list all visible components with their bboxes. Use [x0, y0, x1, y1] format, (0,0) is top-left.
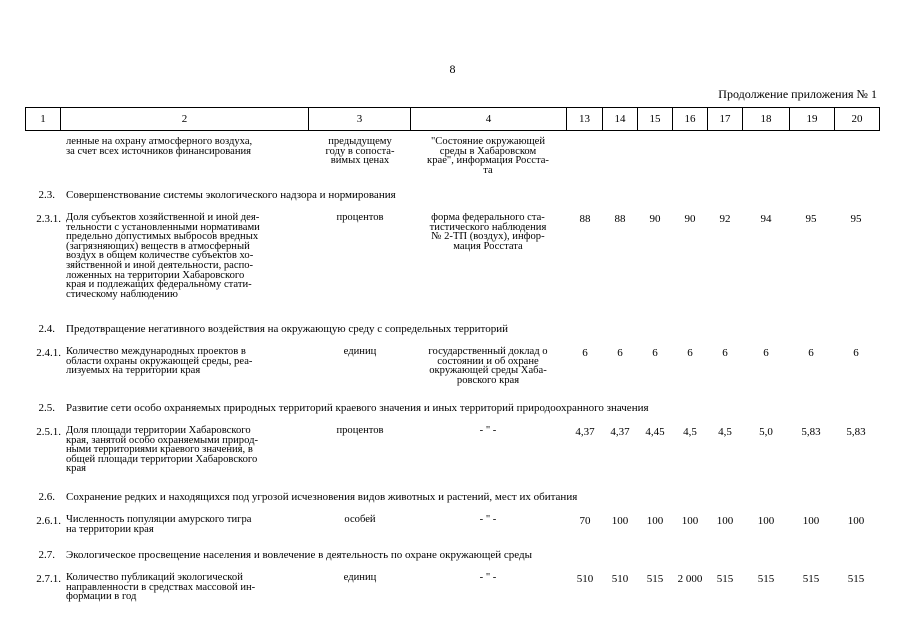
value-19: 95	[805, 213, 817, 225]
row-indicator: Доля субъектов хозяйственной и иной дея- тельности с установленными нормативами предельно допустимых выбросов вредных (загрязняющих) веществ в атмосферный воздух в общем количестве субъектов хо- зяйственной и иной деятельности, распо- ложенных на территории Хабаровского края и подлежащих федеральному стати- стическому наблюдению	[66, 212, 260, 300]
column-header: 17	[708, 108, 743, 131]
row-code: 2.5.1.	[36, 426, 61, 438]
value-15: 90	[649, 213, 661, 225]
value-18: 515	[757, 573, 775, 585]
column-header: 15	[638, 108, 673, 131]
value-15: 4,45	[645, 426, 665, 438]
value-14: 100	[611, 515, 629, 527]
value-14: 6	[617, 347, 623, 359]
column-header: 2	[61, 108, 309, 131]
value-19: 100	[802, 515, 820, 527]
section-code: 2.5.	[38, 402, 55, 414]
section-title: Предотвращение негативного воздействия на окружающую среду с сопредельных территорий	[66, 323, 508, 335]
value-17: 6	[722, 347, 728, 359]
column-header: 4	[411, 108, 567, 131]
row-unit: особей	[344, 514, 376, 525]
section-code: 2.3.	[38, 189, 55, 201]
row-code: 2.6.1.	[36, 515, 61, 527]
value-16: 90	[684, 213, 696, 225]
column-header: 3	[309, 108, 411, 131]
value-15: 6	[652, 347, 658, 359]
value-18: 100	[757, 515, 775, 527]
column-header: 20	[835, 108, 880, 131]
row-source: - " -	[479, 425, 497, 436]
value-17: 100	[716, 515, 734, 527]
value-16: 4,5	[683, 426, 697, 438]
section-code: 2.6.	[38, 491, 55, 503]
column-header: 13	[567, 108, 603, 131]
value-14: 510	[611, 573, 629, 585]
row-indicator: Доля площади территории Хабаровского края, занятой особо охраняемыми природ- ными территориями краевого значения, в общей площади территории Хабаровского края	[66, 425, 259, 475]
top-row-unit: предыдущему году в сопоста- вимых ценах	[325, 136, 395, 167]
value-19: 5,83	[801, 426, 821, 438]
value-17: 92	[719, 213, 731, 225]
page-number: 8	[449, 62, 456, 76]
value-20: 515	[847, 573, 865, 585]
row-unit: единиц	[343, 572, 377, 583]
value-13: 88	[579, 213, 591, 225]
column-header: 18	[743, 108, 790, 131]
row-source: - " -	[479, 514, 497, 525]
continuation-label: Продолжение приложения № 1	[718, 87, 877, 101]
value-14: 4,37	[610, 426, 630, 438]
section-title: Сохранение редких и находящихся под угрозой исчезновения видов животных и растений, мест их обитания	[66, 491, 578, 503]
value-17: 4,5	[718, 426, 732, 438]
value-16: 100	[681, 515, 699, 527]
top-row-indicator: ленные на охрану атмосферного воздуха, за счет всех источников финансирования	[66, 136, 253, 157]
value-15: 100	[646, 515, 664, 527]
row-unit: процентов	[336, 212, 384, 223]
row-unit: процентов	[336, 425, 384, 436]
row-code: 2.3.1.	[36, 213, 61, 225]
value-13: 4,37	[575, 426, 595, 438]
column-header: 1	[26, 108, 61, 131]
row-indicator: Численность популяции амурского тигра на территории края	[66, 514, 252, 535]
column-header: 19	[790, 108, 835, 131]
section-title: Развитие сети особо охраняемых природных территорий краевого значения и иных территорий природоохранного значения	[66, 402, 649, 414]
value-19: 515	[802, 573, 820, 585]
column-header-table	[25, 107, 880, 131]
row-indicator: Количество международных проектов в области охраны окружающей среды, реа- лизуемых на территории края	[66, 346, 253, 377]
row-unit: единиц	[343, 346, 377, 357]
value-18: 6	[763, 347, 769, 359]
value-20: 100	[847, 515, 865, 527]
value-20: 6	[853, 347, 859, 359]
section-title: Совершенствование системы экологического надзора и нормирования	[66, 189, 396, 201]
value-13: 510	[576, 573, 594, 585]
value-20: 95	[850, 213, 862, 225]
value-17: 515	[716, 573, 734, 585]
row-indicator: Количество публикаций экологической направленности в средствах массовой ин- формации в год	[66, 572, 256, 603]
column-header: 16	[673, 108, 708, 131]
column-header: 14	[603, 108, 638, 131]
value-15: 515	[646, 573, 664, 585]
value-14: 88	[614, 213, 626, 225]
value-18: 94	[760, 213, 772, 225]
row-code: 2.4.1.	[36, 347, 61, 359]
value-20: 5,83	[846, 426, 866, 438]
row-source: форма федерального ста- тистического наблюдения № 2-ТП (воздух), инфор- мация Росстата	[429, 212, 547, 252]
value-13: 70	[579, 515, 591, 527]
row-source: государственный доклад о состоянии и об охране окружающей среды Хаба- ровского края	[428, 346, 548, 386]
value-16: 2 000	[677, 573, 703, 585]
section-code: 2.4.	[38, 323, 55, 335]
section-code: 2.7.	[38, 549, 55, 561]
value-16: 6	[687, 347, 693, 359]
section-title: Экологическое просвещение населения и вовлечение в деятельность по охране окружающей среды	[66, 549, 532, 561]
top-row-source: "Состояние окружающей среды в Хабаровском крае", информация Росста- та	[427, 136, 549, 176]
row-source: - " -	[479, 572, 497, 583]
value-19: 6	[808, 347, 814, 359]
value-18: 5,0	[759, 426, 773, 438]
value-13: 6	[582, 347, 588, 359]
row-code: 2.7.1.	[36, 573, 61, 585]
